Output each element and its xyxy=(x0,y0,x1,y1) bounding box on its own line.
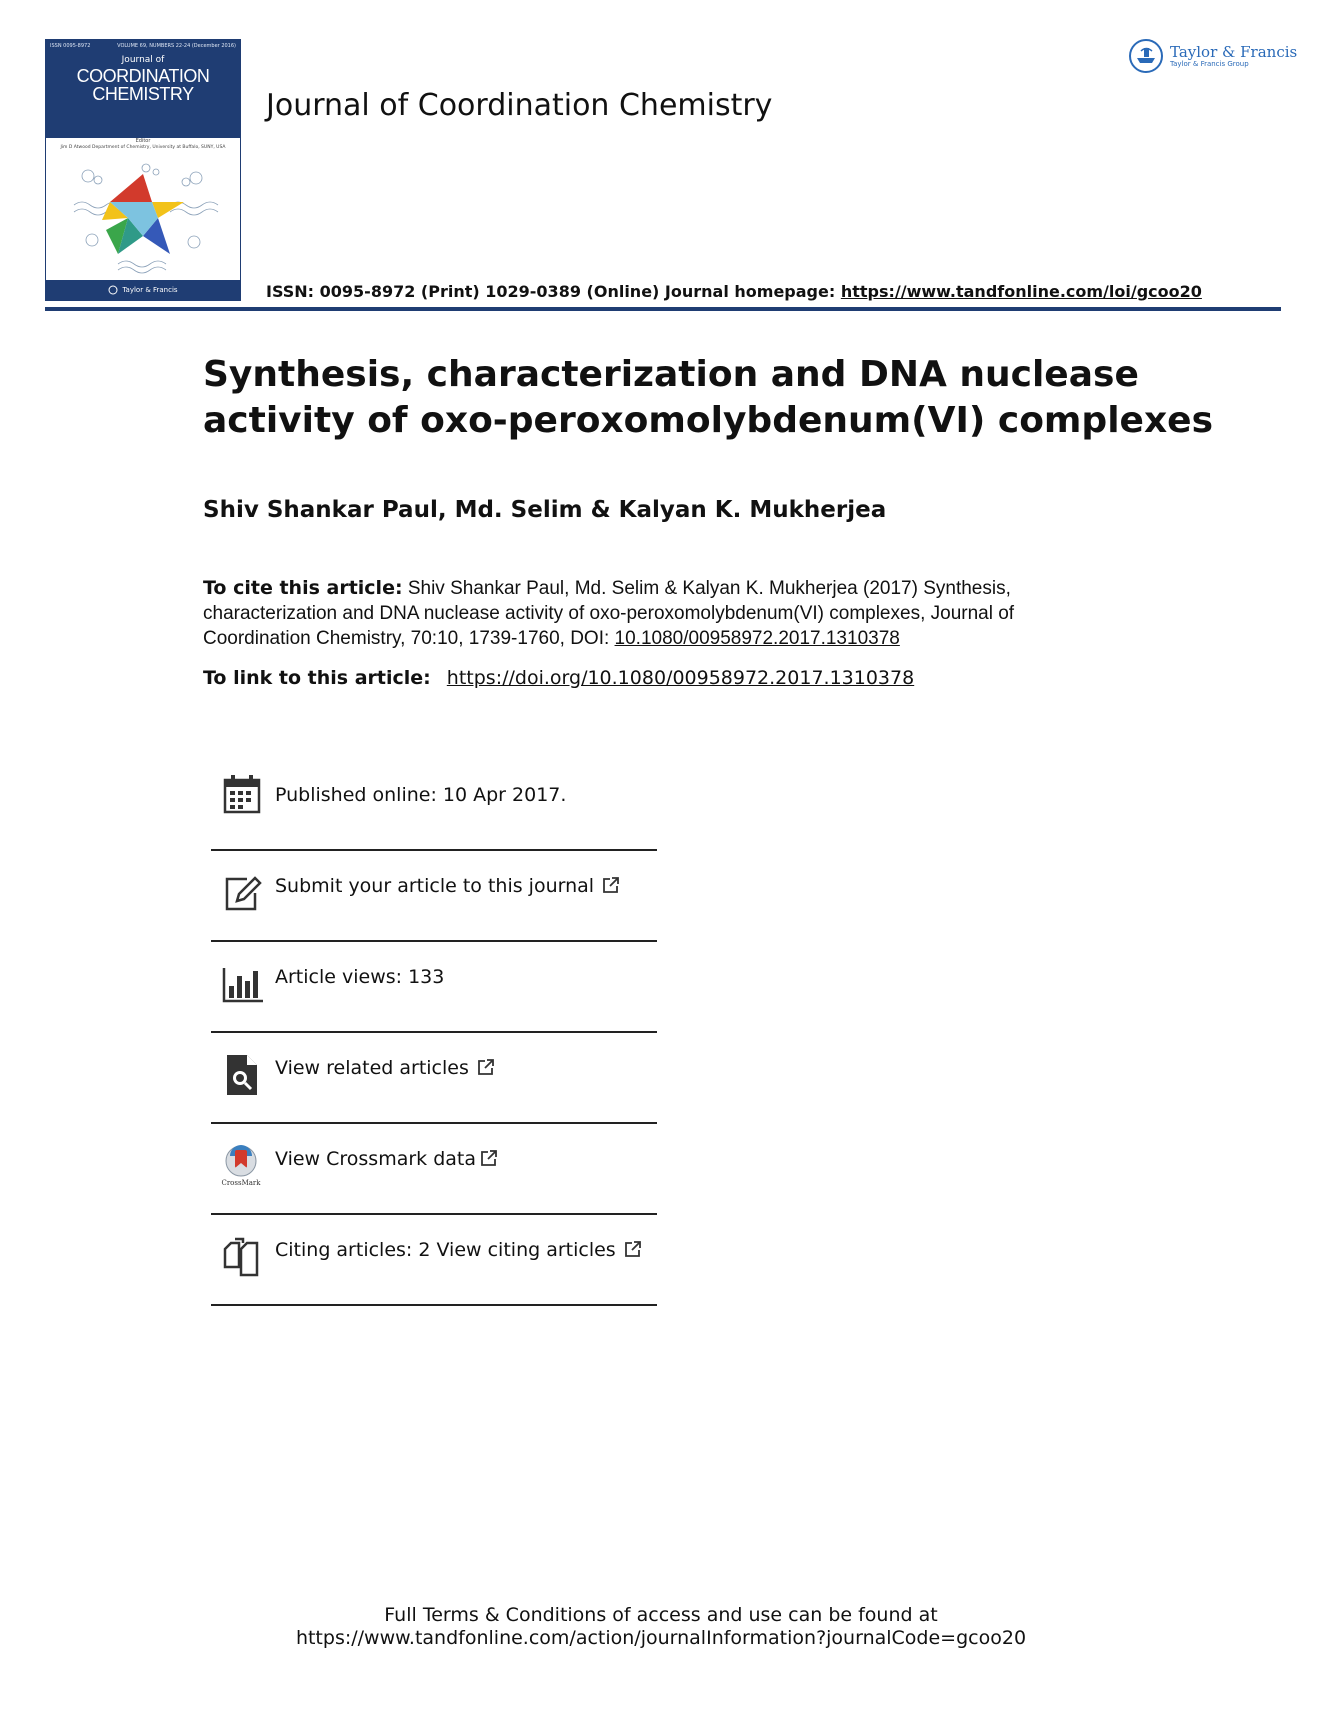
crossmark-row[interactable] xyxy=(211,1124,657,1215)
cover-journal-of: Journal of xyxy=(121,55,165,65)
published-date: Published online: 10 Apr 2017. xyxy=(275,784,567,806)
article-authors: Shiv Shankar Paul, Md. Selim & Kalyan K. Mukherjea xyxy=(203,497,887,523)
related-articles-row[interactable] xyxy=(211,1033,657,1124)
issn-text: ISSN: 0095-8972 (Print) 1029-0389 (Online) Journal homepage: xyxy=(266,282,836,301)
terms-url[interactable]: https://www.tandfonline.com/action/journalInformation?journalCode=gcoo20 xyxy=(295,1627,1027,1649)
cover-issn: ISSN 0095-8972 xyxy=(50,43,91,49)
taylor-francis-icon xyxy=(1128,38,1164,74)
publisher-name: Taylor & Francis xyxy=(1170,42,1298,61)
external-link-icon xyxy=(480,1149,498,1167)
cover-publisher-icon xyxy=(108,285,118,295)
citing-articles-link[interactable] xyxy=(275,1239,642,1261)
cover-footer xyxy=(46,280,240,300)
bar-chart-icon xyxy=(221,962,265,1006)
cover-editor xyxy=(46,138,240,150)
submit-article-row[interactable] xyxy=(211,851,657,942)
article-views-count: Article views: 133 xyxy=(275,966,445,988)
cover-editor-name: Jim D Atwood Department of Chemistry, University at Buffalo, SUNY, USA xyxy=(60,144,226,150)
calendar-icon xyxy=(221,772,265,816)
article-doi-url[interactable]: https://doi.org/10.1080/00958972.2017.1310378 xyxy=(446,667,915,689)
citation-line2: characterization and DNA nuclease activity of oxo-peroxomolybdenum(VI) complexes, Journal of xyxy=(203,603,1015,624)
article-info-list xyxy=(211,758,657,1306)
journal-homepage-link[interactable]: https://www.tandfonline.com/loi/gcoo20 xyxy=(840,282,1202,301)
cover-publisher: Taylor & Francis xyxy=(122,286,178,294)
header-divider xyxy=(45,307,1281,311)
terms-footer xyxy=(0,1604,1322,1650)
taylor-francis-logo[interactable] xyxy=(1128,38,1297,74)
journal-title[interactable]: Journal of Coordination Chemistry xyxy=(266,88,773,123)
copy-documents-icon xyxy=(221,1235,265,1279)
submit-article-link[interactable] xyxy=(275,875,620,897)
citation-doi-link[interactable]: 10.1080/00958972.2017.1310378 xyxy=(614,628,900,649)
external-link-icon xyxy=(602,876,620,894)
external-link-icon xyxy=(624,1240,642,1258)
citation-line3 xyxy=(203,626,1103,651)
cover-editor-label: Editor xyxy=(135,138,151,144)
cover-star-illustration xyxy=(66,160,220,280)
crossmark-logo-text: CrossMark xyxy=(221,1179,261,1187)
citing-articles-label: Citing articles: 2 View citing articles xyxy=(275,1239,616,1261)
article-link-row xyxy=(203,667,914,689)
article-title-line2: activity of oxo-peroxomolybdenum(VI) complexes xyxy=(203,400,1214,441)
document-search-icon xyxy=(221,1053,265,1097)
related-articles-link[interactable] xyxy=(275,1057,495,1079)
journal-cover xyxy=(45,39,241,301)
citation-block xyxy=(203,576,1103,651)
cover-title-line1: COORDINATION xyxy=(76,66,210,86)
citation-label: To cite this article: xyxy=(203,577,403,599)
citation-line1 xyxy=(203,576,1103,601)
cover-band xyxy=(46,40,240,138)
crossmark-label: View Crossmark data xyxy=(275,1148,477,1170)
article-link-label: To link to this article: xyxy=(203,667,431,689)
publisher-group: Taylor & Francis Group xyxy=(1170,59,1249,68)
citing-articles-row[interactable] xyxy=(211,1215,657,1306)
cover-title xyxy=(46,67,240,103)
cover-volume: VOLUME 69, NUMBERS 22-24 (December 2016) xyxy=(117,43,236,49)
cover-title-line2: CHEMISTRY xyxy=(92,84,194,104)
article-title-line1: Synthesis, characterization and DNA nuclease xyxy=(203,354,1139,395)
crossmark-link[interactable] xyxy=(275,1148,498,1170)
crossmark-icon xyxy=(221,1144,265,1188)
published-row xyxy=(211,758,657,851)
article-views-row xyxy=(211,942,657,1033)
related-articles-label: View related articles xyxy=(275,1057,469,1079)
article-title xyxy=(203,352,1214,444)
edit-icon xyxy=(221,871,265,915)
submit-article-label: Submit your article to this journal xyxy=(275,875,595,897)
cover-issn-line xyxy=(50,43,236,49)
citation-text1: Shiv Shankar Paul, Md. Selim & Kalyan K. Mukherjea (2017) Synthesis, xyxy=(407,578,1011,599)
citation-text3: Coordination Chemistry, 70:10, 1739-1760, DOI: xyxy=(203,628,610,649)
external-link-icon xyxy=(477,1058,495,1076)
issn-row xyxy=(266,282,1202,301)
terms-line1: Full Terms & Conditions of access and use can be found at xyxy=(384,1604,938,1626)
